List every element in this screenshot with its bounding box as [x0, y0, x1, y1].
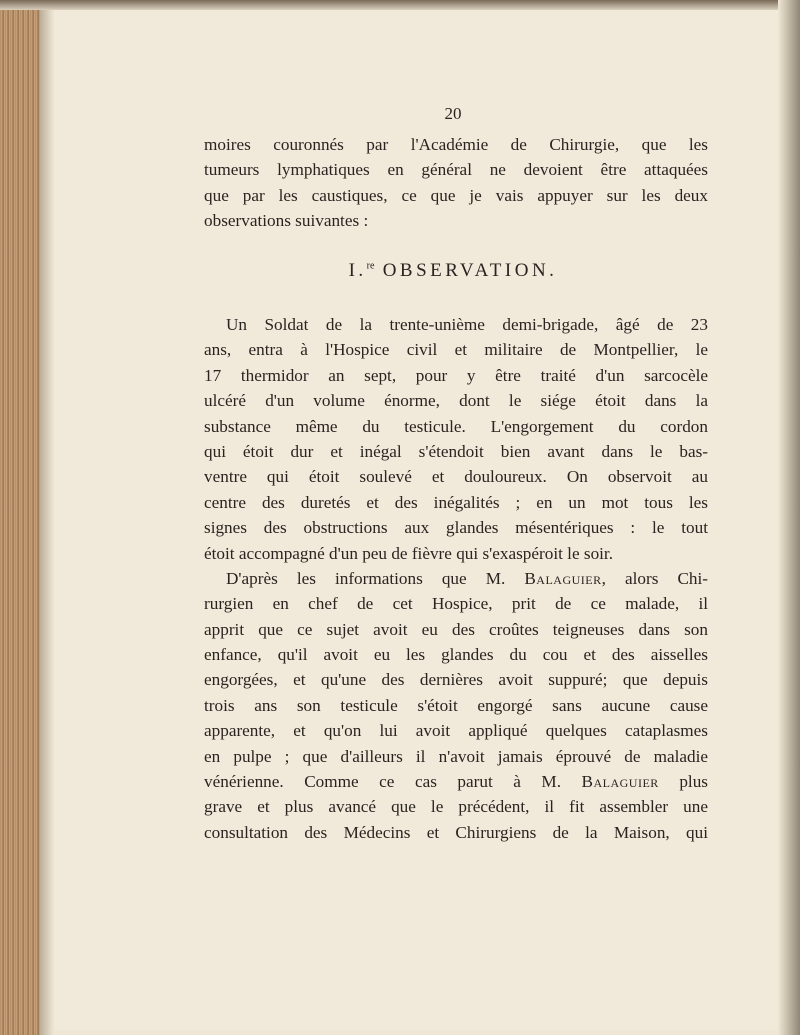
- top-edge: [0, 0, 800, 10]
- text-run: plus: [658, 772, 708, 792]
- text-line: substance même du testicule. L'engorgement du cordon: [204, 416, 708, 436]
- heading-superscript: re: [366, 260, 375, 272]
- page-edge: [778, 0, 800, 1035]
- text-line: [204, 566, 708, 591]
- intro-paragraph: [204, 132, 708, 234]
- text-line: signes des obstructions aux glandes mésentériques : le tout: [204, 518, 708, 538]
- text-line: apprit que ce sujet avoit eu des croûtes teigneuses dans son: [204, 619, 708, 639]
- text-line: engorgées, et qu'une des dernières avoit suppuré; que depuis: [204, 670, 708, 690]
- observation-body: [204, 312, 708, 845]
- text-line: apparente, et qu'on lui avoit appliqué quelques cataplasmes: [204, 721, 708, 741]
- section-heading: [0, 260, 800, 282]
- heading-word: OBSERVATION.: [382, 260, 558, 281]
- book-binding: [0, 0, 40, 1035]
- text-line: Un Soldat de la trente-unième demi-brigade, âgé de 23: [226, 315, 708, 334]
- text-line: en pulpe ; que d'ailleurs il n'avoit jamais éprouvé de maladie: [204, 746, 708, 766]
- text-line: ventre qui étoit soulevé et douloureux. On observoit au: [204, 467, 708, 487]
- text-line: rurgien en chef de cet Hospice, prit de ce malade, il: [204, 594, 708, 614]
- text-line: étoit accompagné d'un peu de fièvre qui s'exaspéroit le soir.: [204, 543, 614, 563]
- text-line: consultation des Médecins et Chirurgiens de la Maison, qui: [204, 822, 708, 842]
- text-line: grave et plus avancé que le précédent, il fit assembler une: [204, 797, 708, 817]
- text-line: 17 thermidor an sept, pour y être traité d'un sarcocèle: [204, 365, 708, 385]
- text-line: trois ans son testicule s'étoit engorgé sans aucune cause: [204, 695, 708, 715]
- text-line: que par les caustiques, ce que je vais appuyer sur les deux: [204, 185, 708, 205]
- text-line: qui étoit dur et inégal s'étendoit bien avant dans le bas-: [204, 441, 708, 461]
- heading-number: I.: [348, 260, 367, 281]
- surname: Balaguier: [581, 772, 659, 792]
- text-run: D'après les informations que M.: [226, 568, 525, 588]
- text-line: tumeurs lymphatiques en général ne devoient être attaquées: [204, 160, 708, 180]
- text-line: ans, entra à l'Hospice civil et militaire de Montpellier, le: [204, 340, 708, 360]
- text-run: , alors Chi-: [601, 568, 708, 588]
- text-line: ulcéré d'un volume énorme, dont le siége étoit dans la: [204, 391, 708, 411]
- text-line: observations suivantes :: [204, 211, 369, 231]
- gutter-shadow: [40, 0, 54, 1035]
- page-number: 20: [444, 104, 462, 123]
- text-line: [204, 769, 708, 794]
- text-line: enfance, qu'il avoit eu les glandes du cou et des aisselles: [204, 645, 708, 665]
- text-line: moires couronnés par l'Académie de Chirurgie, que les: [204, 135, 708, 154]
- text-run: vénérienne. Comme ce cas parut à M.: [204, 772, 582, 792]
- surname: Balaguier: [524, 568, 602, 588]
- text-line: centre des duretés et des inégalités ; en un mot tous les: [204, 492, 708, 512]
